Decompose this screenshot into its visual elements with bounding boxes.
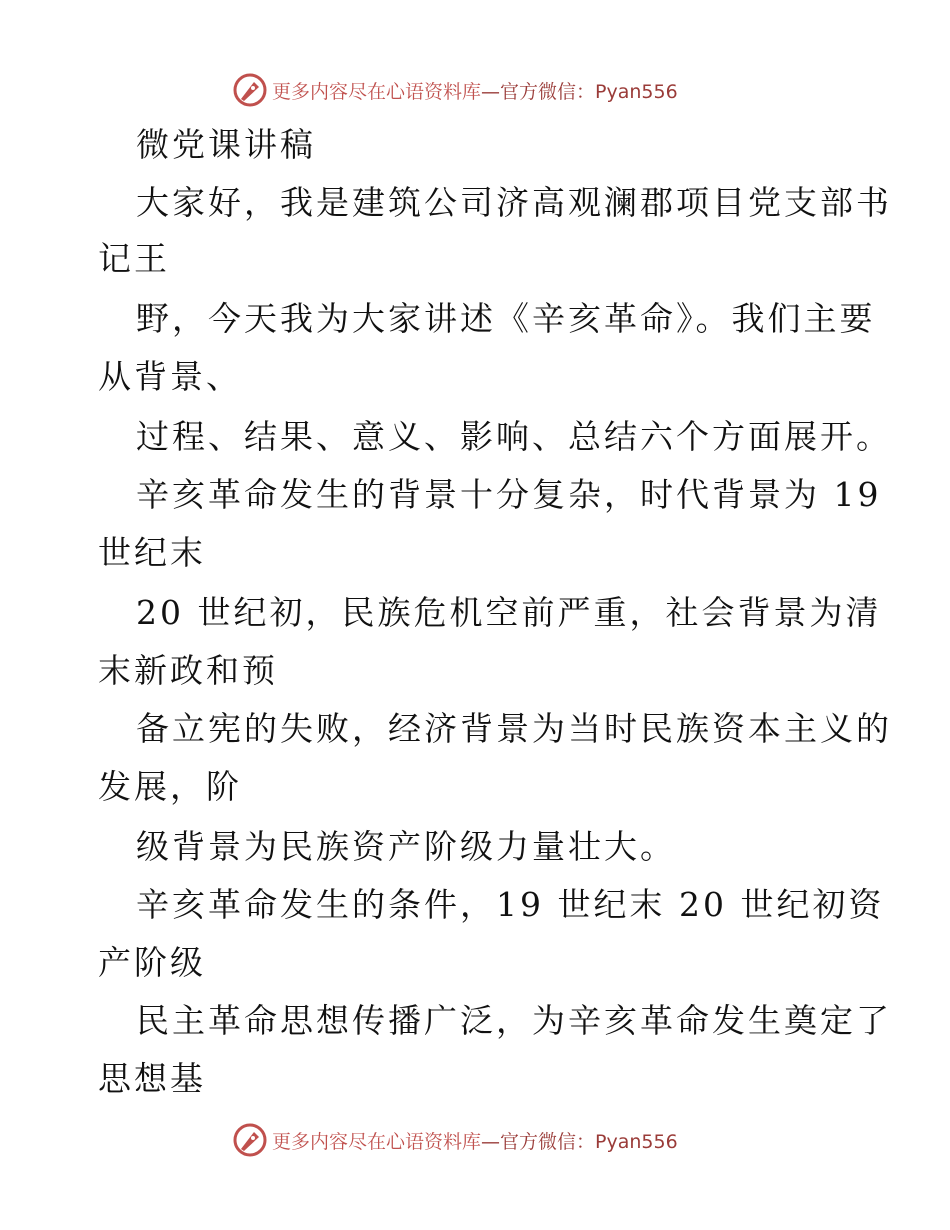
paragraph-line: 大家好，我是建筑公司济高观澜郡项目党支部书: [136, 183, 892, 222]
header-banner: [232, 70, 678, 110]
paragraph-line: 发展，阶: [98, 767, 242, 806]
paragraph-line: 备立宪的失败，经济背景为当时民族资本主义的: [136, 709, 892, 748]
banner-main-text: 更多内容尽在心语资料库: [272, 1130, 482, 1153]
paragraph-line: 民主革命思想传播广泛，为辛亥革命发生奠定了: [136, 1001, 892, 1040]
doc-title: 微党课讲稿: [136, 125, 316, 164]
paragraph-line: 思想基: [98, 1059, 206, 1098]
paragraph-line: 辛亥革命发生的条件，19 世纪末 20 世纪初资: [136, 885, 885, 924]
paragraph-line: 从背景、: [98, 357, 242, 396]
paragraph-line: 辛亥革命发生的背景十分复杂，时代背景为 19: [136, 475, 882, 514]
banner-main-text: 更多内容尽在心语资料库: [272, 80, 482, 103]
paragraph-line: 20 世纪初，民族危机空前严重，社会背景为清: [136, 593, 882, 632]
banner-wechat-text: —官方微信：Pyan556: [481, 1130, 678, 1153]
paragraph-line: 野，今天我为大家讲述《辛亥革命》。我们主要: [136, 299, 876, 338]
pen-nib-logo-icon: [232, 72, 268, 108]
footer-banner: [232, 1120, 678, 1160]
paragraph-line: 过程、结果、意义、影响、总结六个方面展开。: [136, 417, 892, 456]
paragraph-line: 产阶级: [98, 943, 206, 982]
paragraph-line: 世纪末: [98, 533, 206, 572]
paragraph-line: 级背景为民族资产阶级力量壮大。: [136, 827, 676, 866]
paragraph-line: 末新政和预: [98, 651, 278, 690]
pen-nib-logo-icon: [232, 1122, 268, 1158]
banner-wechat-text: —官方微信：Pyan556: [481, 80, 678, 103]
paragraph-line: 记王: [98, 239, 170, 278]
